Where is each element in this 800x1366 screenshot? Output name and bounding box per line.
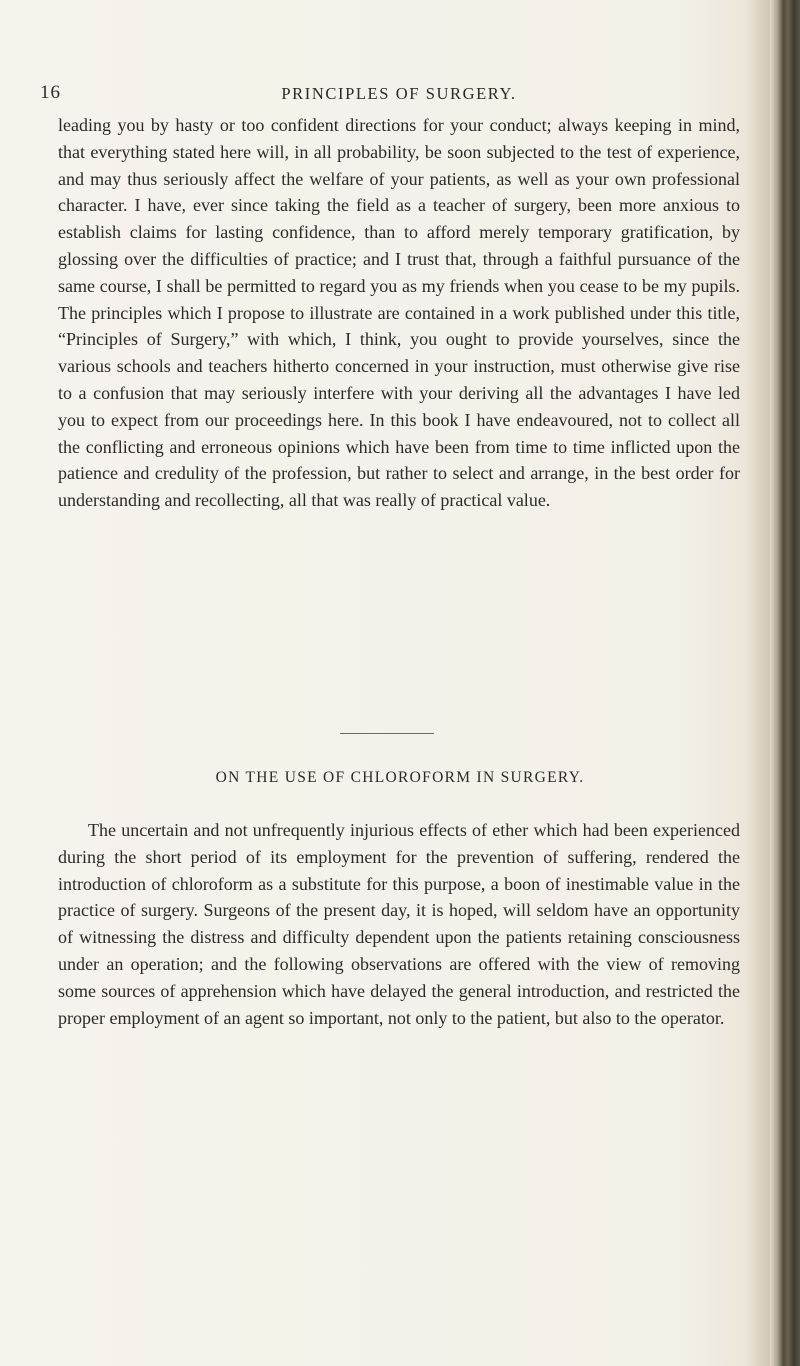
- binding-shadow: [746, 0, 770, 1366]
- section-divider: [340, 733, 434, 734]
- paragraph-continuation: leading you by hasty or too confident directions for your conduct; always keeping in mind, that everything stated here will, in all probability, be soon subjected to the test of experience, and may thus seriously affect the welfare of your patients, as well as your own professional character. I have, ever since taking the field as a teacher of surgery, been more anxious to establish claims for lasting confidence, than to afford merely temporary gratification, by glossing over the difficulties of practice; and I trust that, through a faithful pursuance of the same course, I shall be permitted to regard you as my friends when you cease to be my pupils. The principles which I propose to illustrate are contained in a work published under this title, “Principles of Surgery,” with which, I think, you ought to provide yourselves, since the various schools and teachers hitherto concerned in your instruction, must otherwise give rise to a confusion that may seriously interfere with your deriving all the advantages I have led you to expect from our proceedings here. In this book I have endeavoured, not to collect all the conflicting and erroneous opinions which have been from time to time inflicted upon the patience and credulity of the profession, but rather to select and arrange, in the best order for understanding and recollecting, all that was really of practical value.: [58, 115, 740, 511]
- paragraph-chloroform: [58, 817, 740, 1031]
- page-number: 16: [40, 82, 61, 103]
- paragraph-chloroform-text: The uncertain and not unfrequently injurious effects of ether which had been experienced during the short period of its employment for the prevention of suffering, rendered the introduction of chloroform as a substitute for this purpose, a boon of inestimable value in the practice of surgery. Surgeons of the present day, it is hoped, will seldom have an opportunity of witnessing the distress and difficulty dependent upon the patients retaining consciousness under an operation; and the following observations are offered with the view of removing some sources of apprehension which have delayed the general introduction, and restricted the proper employment of an agent so important, not only to the patient, but also to the operator.: [58, 820, 740, 1028]
- binding-edge: [770, 0, 800, 1366]
- section-heading: ON THE USE OF CHLOROFORM IN SURGERY.: [215, 769, 585, 786]
- running-head: [40, 82, 758, 108]
- running-title: PRINCIPLES OF SURGERY.: [281, 84, 517, 103]
